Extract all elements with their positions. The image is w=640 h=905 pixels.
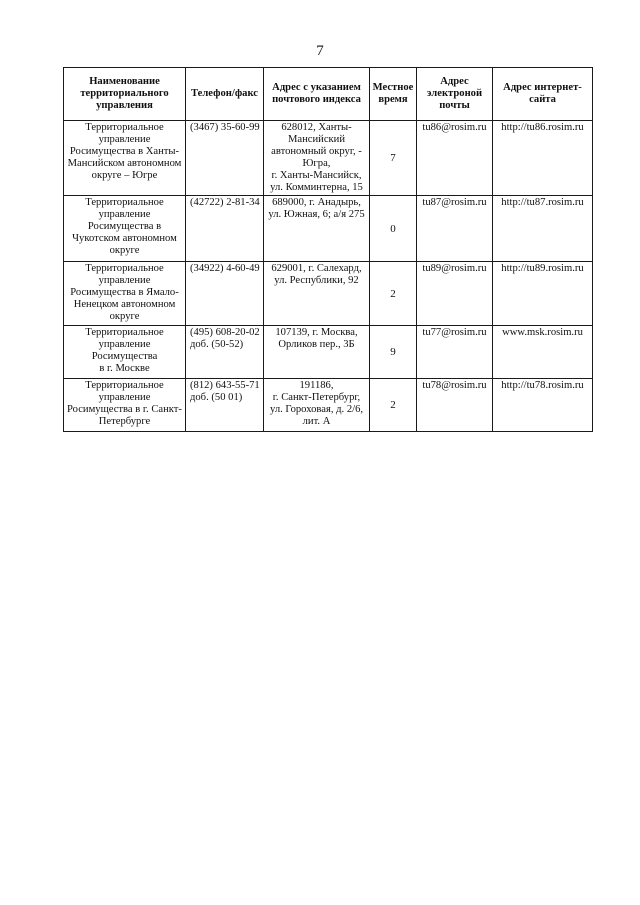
office-local-time: 0 <box>370 196 417 262</box>
office-phone: (42722) 2-81-34 <box>186 196 264 262</box>
office-address: 191186, г. Санкт-Петербург, ул. Гороховая, д. 2/6, лит. А <box>264 379 370 432</box>
office-local-time: 7 <box>370 121 417 196</box>
office-website: http://tu78.rosim.ru <box>493 379 593 432</box>
office-name: Территориальное управление Росимущества в г. Москве <box>64 326 186 379</box>
office-local-time: 2 <box>370 379 417 432</box>
office-website: http://tu87.rosim.ru <box>493 196 593 262</box>
office-name: Территориальное управление Росимущества в Чукотском автономном округе <box>64 196 186 262</box>
office-website: http://tu89.rosim.ru <box>493 262 593 326</box>
header-local-time: Местное время <box>370 68 417 121</box>
office-email: tu89@rosim.ru <box>417 262 493 326</box>
office-email: tu77@rosim.ru <box>417 326 493 379</box>
office-website: http://tu86.rosim.ru <box>493 121 593 196</box>
header-address: Адрес с указанием почтового индекса <box>264 68 370 121</box>
office-phone: (495) 608-20-02 доб. (50-52) <box>186 326 264 379</box>
office-address: 107139, г. Москва, Орликов пер., 3Б <box>264 326 370 379</box>
office-address: 629001, г. Салехард, ул. Республики, 92 <box>264 262 370 326</box>
table-row <box>64 121 593 196</box>
office-address: 628012, Ханты-Мансийский автономный округ, - Югра, г. Ханты-Мансийск, ул. Комминтерна, 15 <box>264 121 370 196</box>
header-name: Наименование территориального управления <box>64 68 186 121</box>
header-phone: Телефон/факс <box>186 68 264 121</box>
table-row <box>64 262 593 326</box>
office-phone: (812) 643-55-71 доб. (50 01) <box>186 379 264 432</box>
header-email: Адрес электроной почты <box>417 68 493 121</box>
table-row <box>64 326 593 379</box>
table-row <box>64 196 593 262</box>
office-name: Территориальное управление Росимущества в г. Санкт-Петербурге <box>64 379 186 432</box>
office-address: 689000, г. Анадырь, ул. Южная, 6; а/я 275 <box>264 196 370 262</box>
office-email: tu78@rosim.ru <box>417 379 493 432</box>
header-website: Адрес интернет-сайта <box>493 68 593 121</box>
office-email: tu86@rosim.ru <box>417 121 493 196</box>
table-header-row <box>64 68 593 121</box>
page-number: 7 <box>316 43 324 59</box>
office-name: Территориальное управление Росимущества в Ханты-Мансийском автономном округе – Югре <box>64 121 186 196</box>
office-local-time: 9 <box>370 326 417 379</box>
territorial-offices-table <box>63 67 593 432</box>
office-phone: (3467) 35-60-99 <box>186 121 264 196</box>
office-website: www.msk.rosim.ru <box>493 326 593 379</box>
office-local-time: 2 <box>370 262 417 326</box>
office-name: Территориальное управление Росимущества в Ямало-Ненецком автономном округе <box>64 262 186 326</box>
table-row <box>64 379 593 432</box>
office-phone: (34922) 4-60-49 <box>186 262 264 326</box>
office-email: tu87@rosim.ru <box>417 196 493 262</box>
